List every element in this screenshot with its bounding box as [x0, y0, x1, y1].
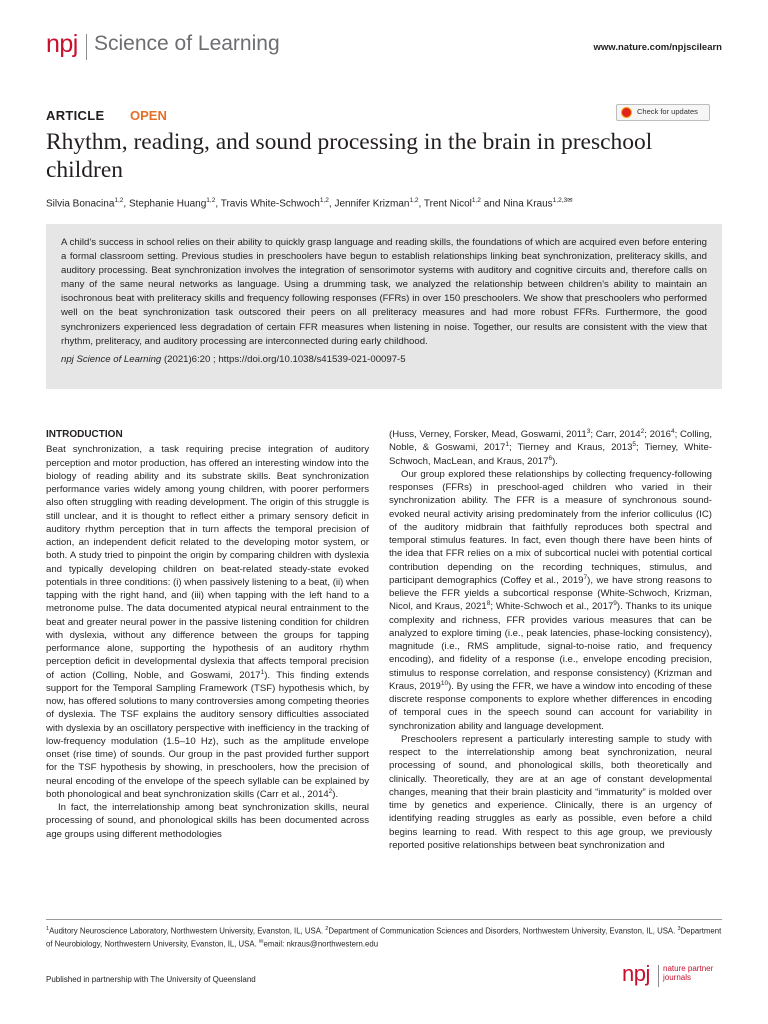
- footer-npj-text: npj: [622, 961, 650, 986]
- reference-number[interactable]: 5: [632, 441, 637, 449]
- left-column: [46, 428, 369, 841]
- paragraph-text: (Huss, Verney, Forsker, Mead, Goswami, 2011: [389, 429, 587, 440]
- author-name[interactable]: Trent Nicol: [423, 198, 472, 210]
- paragraph-text: ; Colling, Noble, & Goswami, 2017: [389, 429, 712, 454]
- journal-url[interactable]: www.nature.com/npjscilearn: [593, 42, 722, 53]
- paragraph-text: ). By using the FFR, we have a window into encoding of these discrete response components to explore whether differences in encoding of temporal cues in the speech sound can account for variability in synchronization ability and language development.: [389, 680, 712, 732]
- journal-title[interactable]: Science of Learning: [94, 32, 280, 55]
- reference-number[interactable]: 6: [548, 454, 553, 462]
- npj-logo[interactable]: npj: [46, 30, 78, 58]
- npj-nature-partner-logo[interactable]: [622, 963, 722, 989]
- author-affiliation[interactable]: 1,2: [319, 197, 329, 204]
- abstract-box: [46, 224, 722, 389]
- reference-number[interactable]: 1: [260, 668, 265, 676]
- author-affiliation[interactable]: 1,2: [471, 197, 481, 204]
- paragraph-text: ).: [552, 455, 558, 467]
- section-heading: INTRODUCTION: [46, 429, 123, 440]
- citation-doi[interactable]: (2021)6:20 ; https://doi.org/10.1038/s41539-021-00097-5: [161, 353, 406, 365]
- citation-journal: npj Science of Learning: [61, 353, 162, 365]
- footnote-divider: [46, 919, 722, 920]
- paragraph: Preschoolers represent a particularly interesting sample to study with respect to the interrelationship among beat synchronization, neural processing of sound, and phonological skills, both theoretically and clinically. Theoretically, they are at an age of constant developmental changes, meaning that their brain plasticity and “immaturity” is molded over time by genetics and experience. Clinically, there is an urgency of identifying reading struggles as early as possible, even before a child begins learning to read. With respect to this age group, we previously reported positive relationships between beat synchronization and: [389, 733, 712, 851]
- author-list: Silvia Bonacina$^{1,2}$, Stephanie Huang$^{1,2}$, Travis White-Schwoch$^{1,2}$, Jennifer Krizman$^{1,2}$, Trent Nicol$^{1,2}$ and Nina Kraus$^{1,2,3✉}$: [46, 197, 573, 210]
- paragraph-text: ; Tierney and Kraus, 2013: [508, 442, 633, 454]
- right-column: [389, 428, 712, 852]
- paragraph: In fact, the interrelationship among beat synchronization skills, neural processing of sound, and phonological skills has been documented across age groups using different methodologies: [46, 802, 369, 840]
- partnership-note: Published in partnership with The University of Queensland: [46, 975, 256, 984]
- paragraph: [389, 468, 712, 733]
- reference-number[interactable]: 2: [640, 427, 645, 435]
- paragraph: [46, 443, 369, 801]
- abstract-text: A child’s success in school relies on their ability to quickly grasp language and reading skills, the foundations of which are acquired even before entering a formal classroom setting. Previous studies in preschoolers have begun to establish relationships linking beat synchronization, preliteracy skills, and auditory processing. Beat synchronization involves the integration of sensorimotor systems with auditory and cognitive circuits and, therefore calls on many of the same neural networks as language. Using a drumming task, we analyzed the relationship between children’s ability to maintain an isochronous beat with preliteracy skills and frequency following responses (FFRs) in over 150 preschoolers. We show that preschoolers who performed well on the beat synchronization task outscored their peers on all preliteracy measures and had more robust FFRs. Furthermore, the good synchronizers experienced less degradation of certain FFR measures when listening in noise. Together, our results are consistent with the view that rhythm, preliteracy, and auditory processing are interconnected during early childhood.: [61, 237, 707, 347]
- paragraph-text: Beat synchronization, a task requiring precise integration of auditory perception and motor production, has offered an interesting window into the biology of reading ability and its substrate skills. Beat synchronization performance varies widely among young children, with poorer performers also often struggling with reading development. The origin of this struggle is still unclear, and it is thought to reflect either a primary sensory deficit in auditory rhythm perception that in turn affects the temporal precision of action, an independent deficit related to the developing motor system, or both. A study tried to pinpoint the origin by comparing children with dyslexia and typically developing children on beat-related steady-state evoked potentials in three conditions: (i) when passively listening to a beat, (ii) when tapping with the right hand, and (iii) when tapping with the left hand to a metronome pulse. The data documented atypical neural entrainment to the beat and greater neural power in the passive listening condition for children with dyslexia, without any difference between the groups for tapping performance alone, supporting the hypothesis of an auditory rhythm perception deficit in developmental dyslexia that affects temporal precision of action (Colling, Noble, and Goswami, 2017: [46, 444, 369, 681]
- footer-logo-line2: journals: [663, 973, 692, 982]
- crossmark-icon: [621, 107, 632, 118]
- article-title: Rhythm, reading, and sound processing in the brain in preschool children: [46, 129, 653, 183]
- reference-number[interactable]: 1: [505, 441, 509, 449]
- affiliation-text: Department of Communication Sciences and Disorders, Northwestern University, Evanston, IL, USA.: [328, 926, 678, 936]
- email-icon[interactable]: ✉: [567, 197, 573, 204]
- footer-logo-line1: nature partner: [663, 964, 714, 973]
- check-for-updates-label: Check for updates: [637, 107, 698, 116]
- author-affiliation[interactable]: 1,2: [206, 197, 216, 204]
- article-type-label: ARTICLE: [46, 108, 105, 123]
- paragraph-text: ). Thanks to its unique complexity and richness, FFR provides various measures that can be analyzed to explore timing (i.e., peak latencies, phase-locking consistency), magnitude (i.e., RMS amplitude, signal-to-noise ratio, and frequency encoding), and fidelity of a response (i.e., envelope encoding precision, stimulus to response correlation, and response consistency) (Krizman and Kraus, 2019: [389, 601, 712, 692]
- paragraph-text: ).: [332, 788, 339, 800]
- paragraph-text: ; White-Schwoch et al., 2017: [490, 601, 614, 613]
- affiliation-text: Auditory Neuroscience Laboratory, Northwestern University, Evanston, IL, USA.: [49, 926, 326, 936]
- open-access-label: OPEN: [130, 108, 167, 123]
- paragraph-text: ; Carr, 2014: [590, 429, 641, 440]
- paragraph: [389, 428, 712, 468]
- author-name[interactable]: Travis White-Schwoch: [220, 198, 320, 210]
- author-affiliation[interactable]: 1,2: [114, 197, 124, 204]
- author-affiliation[interactable]: 1,2,3: [552, 197, 568, 204]
- reference-number[interactable]: 10: [440, 679, 449, 687]
- affiliation-text: Department of Neurobiology, Northwestern University, Evanston, IL, USA.: [46, 926, 722, 949]
- affiliation-marker[interactable]: 1: [46, 926, 50, 932]
- paragraph-text: ; 2016: [644, 429, 671, 440]
- citation-line: [61, 353, 707, 367]
- affiliations-footnote: [46, 924, 722, 950]
- affiliation-marker[interactable]: 3: [677, 926, 681, 932]
- footer-logo-divider: [658, 965, 659, 987]
- affiliation-marker[interactable]: 2: [325, 926, 329, 932]
- author-name[interactable]: Nina Kraus: [503, 198, 553, 210]
- logo-divider: [86, 34, 87, 60]
- affiliation-text: email: nkraus@northwestern.edu: [263, 939, 379, 949]
- author-affiliation[interactable]: 1,2: [409, 197, 419, 204]
- author-name[interactable]: Stephanie Huang: [128, 198, 207, 210]
- reference-number[interactable]: 3: [586, 427, 591, 435]
- check-for-updates-button[interactable]: [616, 104, 710, 121]
- reference-number[interactable]: 4: [670, 427, 675, 435]
- footer-logo-text: [663, 964, 713, 982]
- affiliation-marker[interactable]: ✉: [258, 939, 264, 946]
- paragraph-text: ; Tierney, White-Schwoch, MacLean, and Kraus, 2017: [389, 442, 712, 467]
- reference-number[interactable]: 7: [583, 573, 588, 581]
- paragraph-text: ), we have strong reasons to believe the FFR yields a subcortical response (White-Schwoch, Krizman, Nicol, and Kraus, 2021: [389, 574, 712, 613]
- reference-number[interactable]: 8: [486, 600, 491, 608]
- journal-header: [46, 30, 722, 62]
- author-name[interactable]: Silvia Bonacina: [46, 198, 115, 210]
- author-name[interactable]: Jennifer Krizman: [334, 198, 410, 210]
- paragraph-text: ). This finding extends support for the Temporal Sampling Framework (TSF) hypothesis which, by now, has offered solutions to many controversies among competing theories of dyslexia. The TSF explains the auditory sensory difficulties associated with dyslexia by an oscillatory perspective with inefficiency in the tracking of low-frequency modulation (1.5–10 Hz), such as the amplitude envelope onset (rise time) of sounds. Our group in the past provided further support for the TSF hypothesis by showing, in preschoolers, how the precision of neural encoding of the envelope of the speech syllable can be explained by both phonological and beat synchronization skills (Carr et al., 2014: [46, 669, 370, 800]
- paragraph-text: Our group explored these relationships by collecting frequency-following responses (FFRs) in preschool-aged children who varied in their synchronization ability. The FFR is a measure of synchronous sound-evoked neural activity arising predominately from the inferior colliculus (IC) of the auditory midbrain that faithfully reproduces both spectral and temporal stimulus features. In fact, even though there have been hints of the idea that FFR relies on a mix of subcortical nuclei with potential cortical contribution depending on the recording techniques, stimulus, and participant demographics (Coffey et al., 2019: [389, 468, 712, 586]
- reference-number[interactable]: 2: [328, 787, 333, 795]
- reference-number[interactable]: 9: [613, 600, 617, 608]
